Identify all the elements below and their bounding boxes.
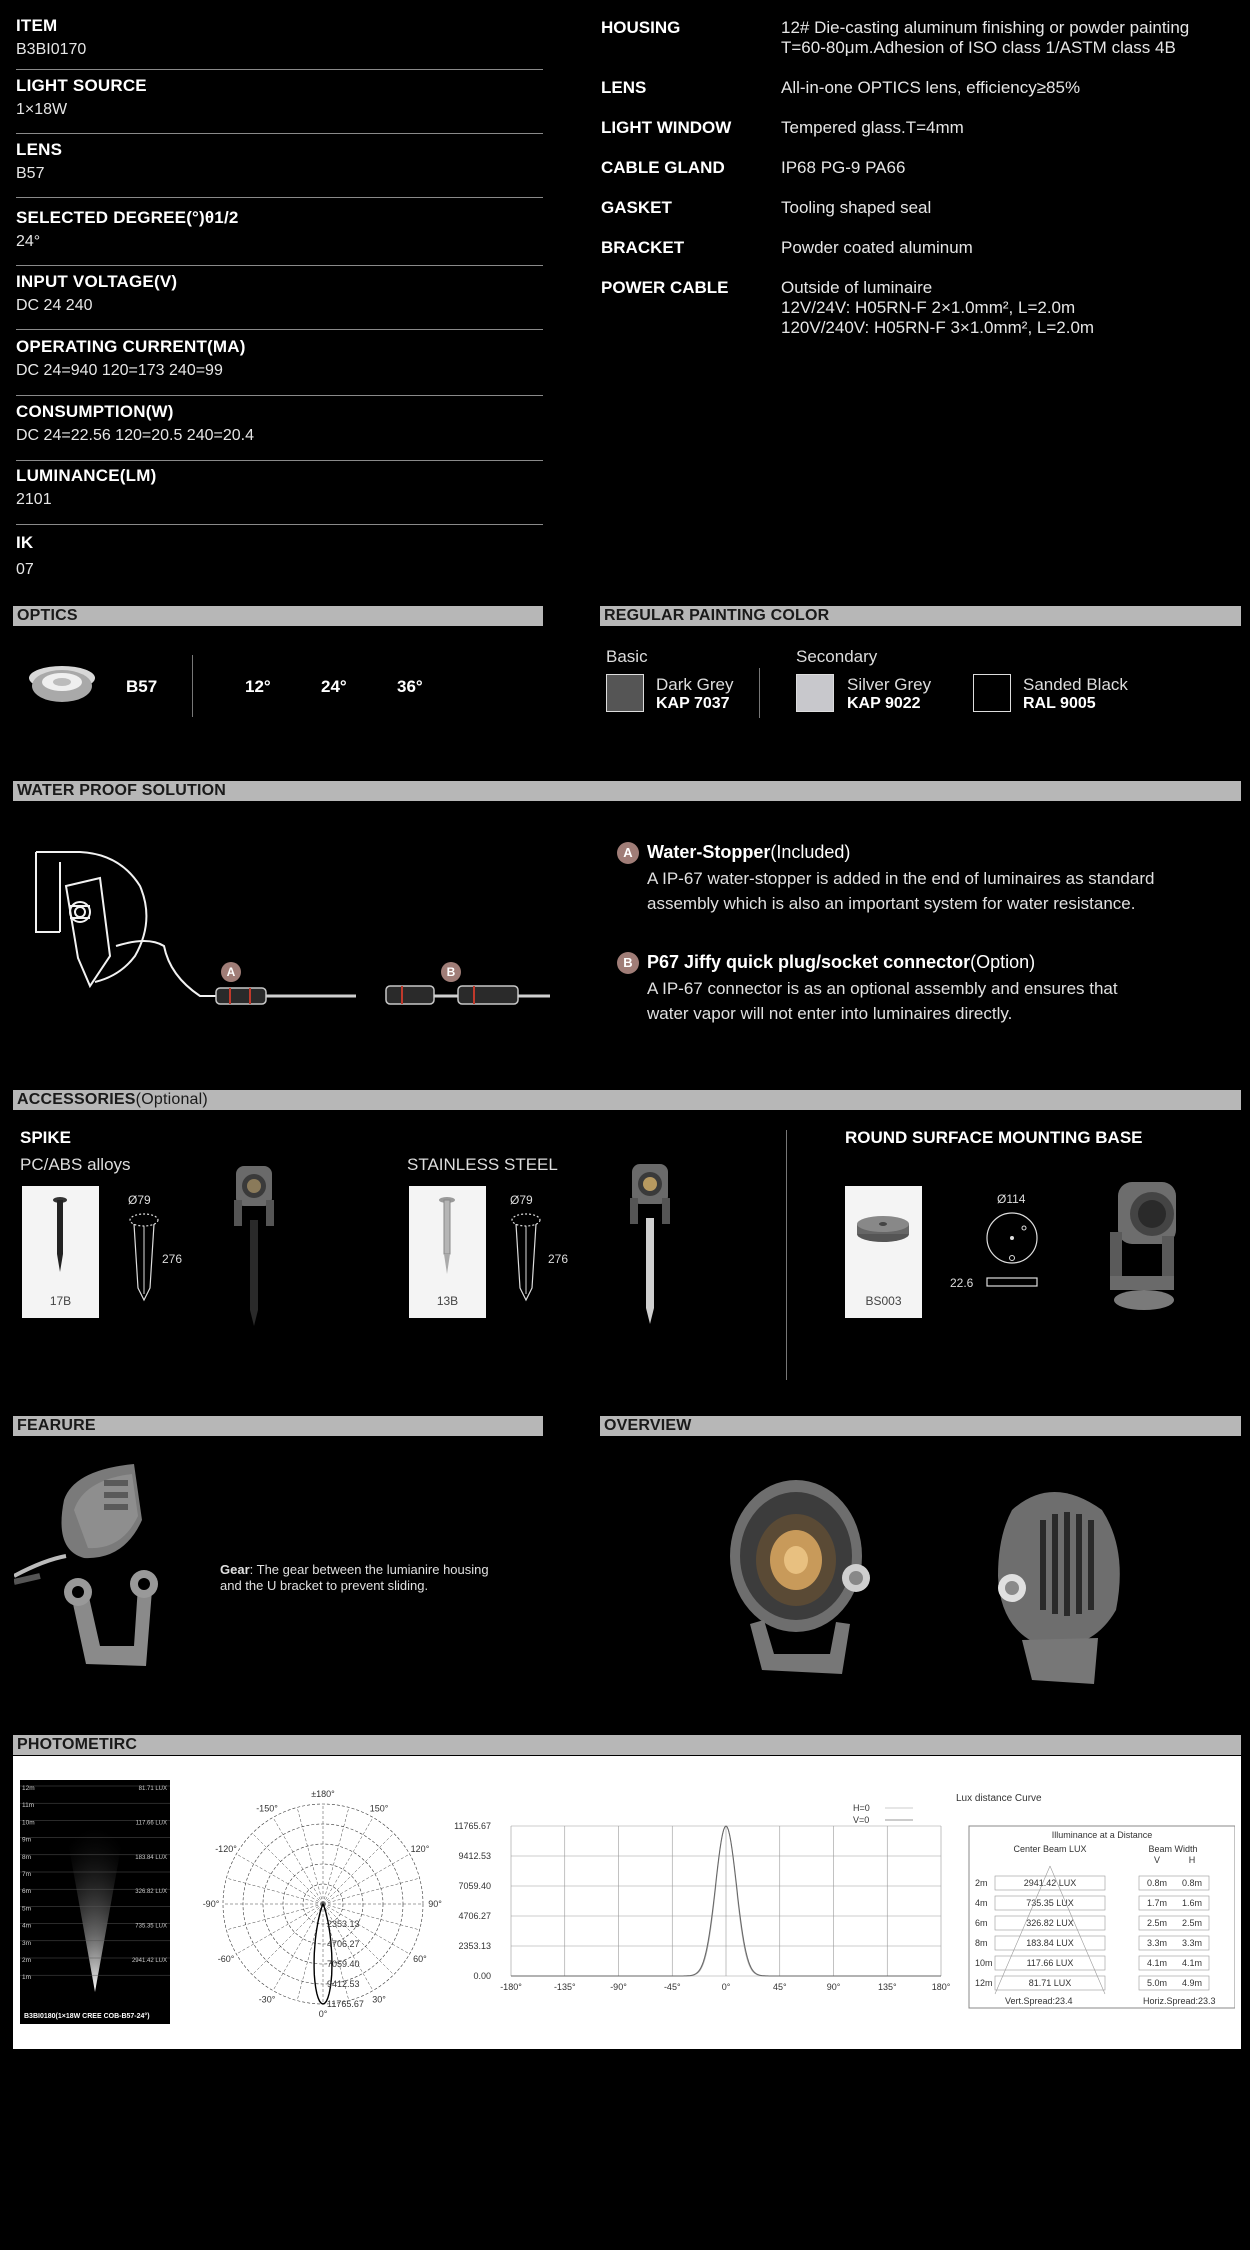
spec-value: DC 24=22.56 120=20.5 240=20.4: [16, 427, 254, 444]
cone-lux-label: 117.66 LUX: [135, 1820, 167, 1827]
spec-item: [16, 16, 543, 70]
base-diameter: Ø114: [997, 1192, 1026, 1206]
spec-label: HOUSING: [601, 18, 681, 37]
cone-lux-label: 735.35 LUX: [135, 1923, 167, 1930]
cone-distance-label: 11m: [22, 1802, 35, 1810]
cone-distance-label: 8m: [22, 1853, 32, 1861]
divider: [16, 197, 543, 198]
luminaire-on-base-illustration: [1100, 1176, 1190, 1322]
polar-value-label: 7059.40: [327, 1959, 360, 1969]
polar-value-label: 2353.13: [327, 1919, 360, 1929]
vert-spread: Vert.Spread:23.4: [1005, 1996, 1073, 2006]
color-swatch-dark-grey[interactable]: [606, 674, 644, 712]
col-h: H: [1188, 1855, 1196, 1865]
spike-diameter: Ø79: [510, 1193, 533, 1207]
water-stopper-description: A IP-67 water-stopper is added in the end of luminaires as standard assembly which is also an important system for water resistance.: [647, 869, 1155, 913]
polar-value-label: 9412.53: [327, 1979, 360, 1989]
color-code: RAL 9005: [1023, 695, 1096, 712]
col-beam: Beam Width: [1148, 1844, 1198, 1854]
mounting-base-card[interactable]: [845, 1186, 922, 1318]
color-swatch-sanded-black[interactable]: [973, 674, 1011, 712]
cone-distance-label: 9m: [22, 1836, 32, 1844]
badge-a-icon: A: [221, 962, 241, 982]
polar-value-label: 11765.67: [327, 1999, 364, 2009]
basic-label: Basic: [606, 647, 648, 666]
spike-length: 276: [548, 1252, 569, 1266]
spec-value: DC 24=940 120=173 240=99: [16, 362, 223, 379]
divider: [16, 460, 543, 461]
x-tick-label: 45°: [772, 1982, 787, 1992]
lux-row-h: 2.5m: [1181, 1918, 1203, 1928]
polar-angle-label: ±180°: [311, 1789, 335, 1799]
secondary-label: Secondary: [796, 647, 878, 666]
spec-label: LUMINANCE(LM): [16, 466, 157, 485]
spec-value: All-in-one OPTICS lens, efficiency≥85%: [781, 78, 1081, 97]
section-bar-feature: FEARURE: [13, 1416, 543, 1436]
spec-value: Tooling shaped seal: [781, 198, 932, 217]
spec-label: GASKET: [601, 198, 672, 217]
luminaire-front-view-illustration: [722, 1474, 882, 1684]
divider: [192, 655, 193, 717]
section-bar-accessories: ACCESSORIES(Optional): [13, 1090, 1241, 1110]
spec-label: INPUT VOLTAGE(V): [16, 272, 178, 291]
spec-value: 1×18W: [16, 101, 68, 118]
polar-angle-label: 0°: [318, 2009, 328, 2019]
spike-icon: [409, 1186, 486, 1286]
spec-label: POWER CABLE: [601, 278, 729, 297]
light-cone-diagram: [20, 1780, 170, 2024]
spike-code: 13B: [436, 1294, 459, 1308]
x-tick-label: -90°: [610, 1982, 627, 1992]
spec-value: 24°: [16, 233, 41, 250]
legend-h: H=0: [853, 1803, 870, 1813]
x-tick-label: -135°: [553, 1982, 576, 1992]
spec-label: SELECTED DEGREE(°)θ1/2: [16, 208, 239, 227]
polar-angle-label: -60°: [217, 1954, 235, 1964]
lux-row-h: 4.9m: [1181, 1978, 1203, 1988]
y-tick-label: 11765.67: [454, 1821, 491, 1831]
base-height: 22.6: [950, 1276, 974, 1290]
y-tick-label: 7059.40: [458, 1881, 491, 1891]
col-center: Center Beam LUX: [1013, 1844, 1087, 1854]
section-bar-overview: OVERVIEW: [600, 1416, 1241, 1436]
lux-row-v: 0.8m: [1146, 1878, 1168, 1888]
spec-label: IK: [16, 533, 34, 552]
spec-value: Tempered glass.T=4mm: [781, 118, 964, 137]
horiz-spread: Horiz.Spread:23.3: [1143, 1996, 1216, 2006]
spike-pc-card[interactable]: [22, 1186, 99, 1318]
spike-icon: [22, 1186, 99, 1286]
divider: [16, 524, 543, 525]
lux-row-v: 1.7m: [1146, 1898, 1168, 1908]
spec-value: 2101: [16, 491, 52, 508]
x-tick-label: 90°: [826, 1982, 841, 1992]
badge-b-icon: B: [617, 952, 639, 974]
lux-row-v: 3.3m: [1146, 1938, 1168, 1948]
y-tick-label: 4706.27: [458, 1911, 491, 1921]
lux-row-distance: 4m: [975, 1898, 988, 1908]
cone-distance-label: 6m: [22, 1888, 32, 1896]
lux-row-distance: 8m: [975, 1938, 988, 1948]
degree-option: 12°: [245, 677, 271, 696]
degree-option: 24°: [321, 677, 347, 696]
spec-label: CABLE GLAND: [601, 158, 725, 177]
gear-description: Gear: The gear between the lumianire housing and the U bracket to prevent sliding.: [220, 1562, 489, 1593]
spec-value: [781, 18, 1189, 58]
spec-item: [16, 76, 543, 134]
legend-v: V=0: [853, 1815, 870, 1825]
lens-code: B57: [126, 677, 158, 696]
lux-row-value: 117.66 LUX: [1026, 1958, 1074, 1968]
cone-distance-label: 3m: [22, 1939, 32, 1947]
lens-icon: [26, 660, 98, 712]
luminaire-on-spike-illustration: [622, 1158, 682, 1324]
lux-row-distance: 12m: [975, 1978, 993, 1988]
col-v: V: [1153, 1855, 1161, 1865]
cone-distance-label: 4m: [22, 1922, 32, 1930]
lux-row-h: 1.6m: [1181, 1898, 1203, 1908]
lux-row-h: 0.8m: [1181, 1878, 1203, 1888]
color-code: KAP 9022: [847, 695, 921, 712]
cone-lux-label: 183.84 LUX: [135, 1854, 167, 1861]
mounting-base-icon: [845, 1186, 922, 1286]
lux-distance-table: [955, 1816, 1235, 2036]
spike-ss-card[interactable]: [409, 1186, 486, 1318]
spike-title: SPIKE: [20, 1128, 72, 1147]
lux-row-value: 326.82 LUX: [1026, 1918, 1074, 1928]
lux-row-distance: 2m: [975, 1878, 988, 1888]
spec-item: [16, 533, 543, 583]
spec-label: LENS: [16, 140, 63, 159]
cone-distance-label: 7m: [22, 1871, 32, 1878]
polar-angle-label: -120°: [215, 1844, 237, 1854]
polar-angle-label: -90°: [202, 1899, 220, 1909]
cone-caption: B3BI0180(1×18W CREE COB-B57-24°): [24, 2013, 150, 2020]
cone-distance-label: 2m: [22, 1957, 32, 1964]
chart-legend: [853, 1801, 933, 1831]
cone-distance-label: 10m: [22, 1819, 35, 1827]
divider: [16, 69, 543, 70]
lux-row-distance: 6m: [975, 1918, 988, 1928]
spec-item: [16, 402, 543, 461]
polar-angle-label: 90°: [428, 1899, 442, 1909]
spec-value: B57: [16, 165, 45, 182]
luminaire-back-view-illustration: [982, 1480, 1132, 1686]
spec-label: BRACKET: [601, 238, 685, 257]
connector-title: P67 Jiffy quick plug/socket connector(Option): [647, 952, 1036, 972]
spec-line: 12V/24V: H05RN-F 2×1.0mm², L=2.0m: [781, 298, 1076, 317]
spec-value: 07: [16, 561, 34, 578]
y-tick-label: 0.00: [473, 1971, 491, 1981]
spike-dimension-drawing: [124, 1198, 164, 1308]
spec-label: LIGHT SOURCE: [16, 76, 147, 95]
polar-angle-label: 150°: [369, 1803, 389, 1814]
section-bar-optics: OPTICS: [13, 606, 543, 626]
spec-item: [16, 208, 543, 266]
section-bar-photometric: PHOTOMETIRC: [13, 1735, 1241, 1755]
color-swatch-silver-grey[interactable]: [796, 674, 834, 712]
degree-option: 36°: [397, 677, 423, 696]
lux-row-value: 81.71 LUX: [1028, 1978, 1072, 1988]
divider: [786, 1130, 787, 1380]
spec-item: [601, 18, 1241, 60]
spec-item: [16, 337, 543, 396]
spike-dimension-drawing: [506, 1198, 546, 1308]
lux-row-v: 4.1m: [1146, 1958, 1168, 1968]
lux-row-h: 3.3m: [1181, 1938, 1203, 1948]
divider: [16, 133, 543, 134]
y-tick-label: 2353.13: [458, 1941, 491, 1951]
luminaire-on-spike-illustration: [226, 1160, 286, 1326]
x-tick-label: -180°: [500, 1982, 522, 1992]
connector-description: A IP-67 connector is as an optional assembly and ensures that water vapor will not enter into luminaires directly.: [647, 979, 1118, 1023]
spec-line: 120V/240V: H05RN-F 3×1.0mm², L=2.0m: [781, 318, 1095, 337]
spec-item: [16, 272, 543, 330]
color-name: Dark Grey: [656, 675, 734, 694]
spec-value: IP68 PG-9 PA66: [781, 158, 906, 177]
cone-lux-label: 81.71 LUX: [138, 1786, 167, 1792]
base-title: ROUND SURFACE MOUNTING BASE: [845, 1128, 1143, 1147]
stainless-label: STAINLESS STEEL: [407, 1155, 558, 1174]
base-dimension-drawing: [980, 1210, 1040, 1300]
base-code: BS003: [865, 1294, 902, 1308]
x-tick-label: 135°: [877, 1982, 897, 1992]
spike-length: 276: [162, 1252, 183, 1266]
polar-angle-label: 120°: [410, 1844, 430, 1854]
spec-line: Outside of luminaire: [781, 278, 933, 297]
divider: [759, 668, 760, 718]
spec-item: [16, 140, 543, 198]
waterproof-diagram-illustration: [30, 846, 550, 1016]
polar-angle-label: -150°: [256, 1803, 278, 1814]
water-stopper-title: Water-Stopper(Included): [647, 842, 851, 862]
lux-row-distance: 10m: [975, 1958, 993, 1968]
spec-line: T=60-80μm.Adhesion of ISO class 1/ASTM class 4B: [781, 38, 1176, 57]
spec-value: [781, 278, 1094, 338]
polar-angle-label: 60°: [413, 1954, 427, 1964]
polar-angle-label: 30°: [372, 1994, 386, 2005]
spec-value: DC 24 240: [16, 297, 93, 314]
x-tick-label: -45°: [663, 1982, 681, 1992]
polar-value-label: 4706.27: [327, 1939, 360, 1949]
lux-row-h: 4.1m: [1181, 1958, 1203, 1968]
lux-row-value: 2941.42 LUX: [1023, 1878, 1077, 1888]
cone-lux-label: 2941.42 LUX: [131, 1958, 167, 1964]
gear-feature-illustration: [14, 1460, 204, 1690]
spike-code: 17B: [49, 1294, 72, 1308]
polar-distribution-chart: [193, 1776, 453, 2026]
lux-curve-title: Lux distance Curve: [956, 1793, 1042, 1804]
divider: [16, 265, 543, 266]
spec-value: B3BI0170: [16, 41, 87, 58]
y-tick-label: 9412.53: [458, 1851, 491, 1861]
table-title: Illuminance at a Distance: [1051, 1830, 1153, 1840]
cone-distance-label: 12m: [22, 1785, 35, 1792]
polar-angle-label: -30°: [258, 1994, 276, 2005]
divider: [16, 329, 543, 330]
lux-row-v: 2.5m: [1146, 1918, 1168, 1928]
photometric-panel: [13, 1756, 1241, 2049]
spec-label: CONSUMPTION(W): [16, 402, 174, 421]
spike-diameter: Ø79: [128, 1193, 151, 1207]
x-tick-label: 0°: [721, 1982, 731, 1992]
color-name: Silver Grey: [847, 675, 932, 694]
spec-label: LIGHT WINDOW: [601, 118, 732, 137]
spec-line: 12# Die-casting aluminum finishing or powder painting: [781, 18, 1190, 37]
lux-row-value: 183.84 LUX: [1026, 1938, 1074, 1948]
lux-row-value: 735.35 LUX: [1026, 1898, 1074, 1908]
spec-item: [16, 466, 543, 525]
intensity-curve-chart: [441, 1816, 961, 2026]
spec-label: OPERATING CURRENT(MA): [16, 337, 246, 356]
pc-abs-label: PC/ABS alloys: [20, 1155, 131, 1174]
cone-lux-label: 326.82 LUX: [135, 1889, 167, 1896]
color-code: KAP 7037: [656, 695, 730, 712]
spec-value: Powder coated aluminum: [781, 238, 973, 257]
section-bar-painting: REGULAR PAINTING COLOR: [600, 606, 1241, 626]
badge-b-icon: B: [441, 962, 461, 982]
color-name: Sanded Black: [1023, 675, 1128, 694]
divider: [16, 395, 543, 396]
lux-row-v: 5.0m: [1146, 1978, 1168, 1988]
spec-label: ITEM: [16, 16, 58, 35]
section-bar-waterproof: WATER PROOF SOLUTION: [13, 781, 1241, 801]
cone-distance-label: 1m: [22, 1974, 32, 1982]
spec-label: LENS: [601, 78, 647, 97]
x-tick-label: 180°: [931, 1982, 951, 1992]
badge-a-icon: A: [617, 842, 639, 864]
cone-distance-label: 5m: [22, 1905, 32, 1913]
